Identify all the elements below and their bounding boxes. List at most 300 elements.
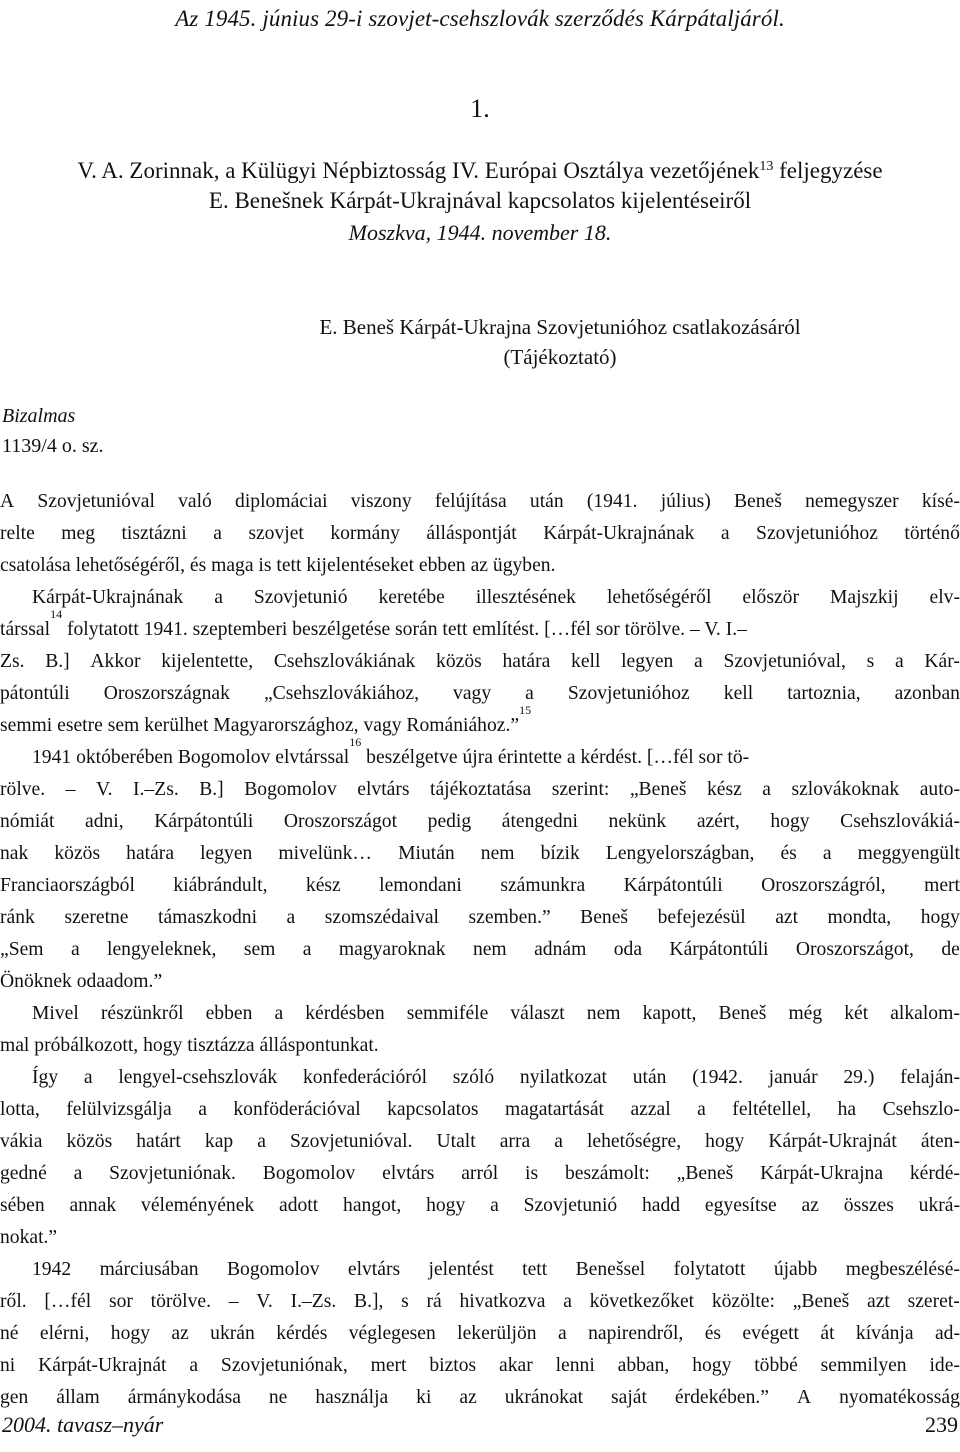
- word: jelentést: [428, 1259, 494, 1280]
- word: Kárpát-Ukrajna: [760, 1163, 884, 1184]
- word: mivelünk…: [278, 843, 373, 864]
- word: január: [768, 1067, 818, 1088]
- word: kell: [723, 683, 754, 704]
- word: elvtárs: [357, 779, 410, 800]
- word: a: [822, 843, 832, 864]
- word: sem: [243, 939, 276, 960]
- word: átengedni: [501, 811, 578, 832]
- word: Bogomolov: [226, 1259, 320, 1280]
- word: határa: [126, 843, 175, 864]
- word: 1942: [32, 1259, 72, 1280]
- word: hogy: [110, 1323, 150, 1344]
- word: Oroszországról,: [761, 875, 886, 896]
- word: folytatott: [673, 1259, 746, 1280]
- word: és: [780, 843, 797, 864]
- title-text: V. A. Zorinnak, a Külügyi Népbiztosság IV. Európai Osztálya vezetőjének: [77, 158, 760, 183]
- word: saját: [611, 1387, 647, 1408]
- word: a: [286, 907, 296, 928]
- word: közölte:: [711, 1291, 775, 1312]
- word: az: [801, 1195, 819, 1216]
- word: mert: [924, 875, 960, 896]
- text-line: [0, 1158, 960, 1190]
- word: ármánykodása: [127, 1387, 241, 1408]
- text-line: [0, 1062, 960, 1094]
- word: Kárpát-Ukrajnának: [543, 523, 695, 544]
- word: de: [941, 939, 960, 960]
- word: diplomáciai: [235, 491, 328, 512]
- word: szerint:: [551, 779, 610, 800]
- word: rá: [426, 1291, 442, 1312]
- word: határt: [136, 1131, 181, 1152]
- word: áten-: [920, 1131, 960, 1152]
- word: legyen: [621, 651, 674, 672]
- word: semmilyen: [820, 1355, 907, 1376]
- word: Szovjetunióval.: [290, 1131, 413, 1152]
- word: szeret-: [907, 1291, 960, 1312]
- word: Lengyelországban,: [605, 843, 755, 864]
- word: Beneš: [733, 491, 782, 512]
- word: I.–Zs.: [290, 1291, 337, 1312]
- word: adnám: [534, 939, 587, 960]
- word: a: [83, 1067, 93, 1088]
- word: feltétellel,: [732, 1099, 812, 1120]
- word: lehetőségéről: [606, 587, 712, 608]
- footnote-ref: 13: [759, 159, 774, 174]
- word: 29.): [843, 1067, 875, 1088]
- footnote-ref: 16: [349, 735, 362, 749]
- word: adott: [279, 1195, 319, 1216]
- word: elvtárs: [347, 1259, 401, 1280]
- text-line: [0, 774, 960, 806]
- word: konföderációval: [233, 1099, 361, 1120]
- word: közös: [66, 1131, 113, 1152]
- word: V.: [95, 779, 113, 800]
- word: először: [742, 587, 799, 608]
- document-number: 1.: [470, 94, 490, 123]
- word: ebben: [205, 1003, 253, 1024]
- text-line: [0, 582, 960, 614]
- word: kap: [204, 1131, 234, 1152]
- word: semmiféle: [406, 1003, 489, 1024]
- word: hadd: [642, 1195, 681, 1216]
- word: azzal: [630, 1099, 671, 1120]
- word: is: [525, 1163, 539, 1184]
- word: keretébe: [378, 587, 445, 608]
- word: a: [274, 1003, 284, 1024]
- word: hogy: [705, 1131, 745, 1152]
- word: szomszédaival: [324, 907, 440, 928]
- word: Oroszországnak: [103, 683, 230, 704]
- word: Kárpát-Ukrajnának: [32, 587, 184, 608]
- word: hogy: [770, 811, 810, 832]
- word: szemben.”: [468, 907, 551, 928]
- word: Majszkij: [829, 587, 899, 608]
- text-line: csatolása lehetőségéről, és maga is tett kijelentéseket ebben az ügyben.: [0, 555, 556, 576]
- text-fragment: társsal: [0, 619, 51, 640]
- word: nem: [586, 1003, 621, 1024]
- word: nak: [0, 843, 29, 864]
- word: át: [820, 1323, 835, 1344]
- word: B.]: [199, 779, 224, 800]
- text-line: [0, 607, 960, 646]
- word: oda: [613, 939, 643, 960]
- word: az: [171, 1323, 189, 1344]
- word: adni,: [85, 811, 124, 832]
- word: Csehszlo-: [882, 1099, 960, 1120]
- word: támaszkodni: [158, 907, 258, 928]
- text-fragment: 1941 októberében Bogomolov elvtárssal: [32, 747, 350, 768]
- word: gen: [0, 1387, 29, 1408]
- word: még: [788, 1003, 823, 1024]
- word: a: [557, 1323, 567, 1344]
- word: kísé-: [921, 491, 960, 512]
- word: viszony: [350, 491, 412, 512]
- word: a: [70, 939, 80, 960]
- word: nyilatkozat: [519, 1067, 607, 1088]
- text-line: [0, 806, 960, 838]
- text-fragment: folytatott 1941. szeptemberi beszélgetése során tett említést. […fél sor törölve. – V. I.–: [66, 619, 747, 640]
- word: Oroszországot: [283, 811, 398, 832]
- word: legyen: [200, 843, 253, 864]
- word: Bogomolov: [262, 1163, 356, 1184]
- word: (1942.: [692, 1067, 743, 1088]
- word: –: [65, 779, 76, 800]
- word: magatartását: [504, 1099, 604, 1120]
- word: arról: [461, 1163, 499, 1184]
- text-line: [0, 703, 960, 742]
- title-text-end: feljegyzése: [779, 158, 883, 183]
- word: ad-: [934, 1323, 960, 1344]
- word: relte: [0, 523, 35, 544]
- word: hogy: [920, 907, 960, 928]
- word: meggyengült: [857, 843, 960, 864]
- word: hogy: [426, 1195, 466, 1216]
- word: a: [214, 587, 223, 608]
- word: Szovjetunióval,: [723, 651, 846, 672]
- word: Bogomolov: [244, 779, 337, 800]
- word: állam: [56, 1387, 100, 1408]
- word: befejezésül: [657, 907, 746, 928]
- word: kormány: [330, 523, 400, 544]
- word: elérni,: [39, 1323, 90, 1344]
- word: illesztésének: [475, 587, 576, 608]
- word: szóló: [452, 1067, 495, 1088]
- word: számunkra: [500, 875, 586, 896]
- word: lotta,: [0, 1099, 40, 1120]
- word: kész: [706, 779, 742, 800]
- word: a: [490, 1195, 499, 1216]
- word: elvtárs: [382, 1163, 435, 1184]
- text-line: [0, 838, 960, 870]
- word: Franciaországból: [0, 875, 135, 896]
- word: […fél: [44, 1291, 92, 1312]
- word: ről.: [0, 1291, 27, 1312]
- word: né: [0, 1323, 19, 1344]
- word: „Beneš: [676, 1163, 734, 1184]
- word: rölve.: [0, 779, 46, 800]
- word: érdekében.”: [674, 1387, 770, 1408]
- word: többé: [754, 1355, 798, 1376]
- word: a: [554, 1131, 563, 1152]
- word: véglegesen: [348, 1323, 436, 1344]
- word: nyomatékosság: [839, 1387, 960, 1408]
- text-line: [0, 1190, 960, 1222]
- word: B.]: [45, 651, 70, 672]
- word: részünkről: [100, 1003, 184, 1024]
- word: tartoznia,: [787, 683, 861, 704]
- word: a: [189, 1355, 199, 1376]
- word: kész: [305, 875, 341, 896]
- word: a: [525, 683, 534, 704]
- word: „Beneš: [792, 1291, 850, 1312]
- word: evégett: [742, 1323, 799, 1344]
- word: A: [796, 1387, 812, 1408]
- word: mert: [370, 1355, 407, 1376]
- word: Kár-: [924, 651, 960, 672]
- text-line: [0, 678, 960, 710]
- word: Mivel: [32, 1003, 79, 1024]
- word: Szovjetunió: [523, 1195, 618, 1216]
- text-fragment: beszélgetve újra érintette a kérdést. […fél sor tö-: [366, 747, 750, 768]
- word: pedig: [427, 811, 472, 832]
- word: Kárpát-Ukrajnát: [768, 1131, 897, 1152]
- word: a: [302, 939, 312, 960]
- text-line: nokat.”: [0, 1227, 58, 1248]
- issue-label: 2004. tavasz–nyár: [2, 1412, 164, 1437]
- word: Kárpátontúli: [154, 811, 254, 832]
- word: után: [529, 491, 564, 512]
- word: Miután: [398, 843, 455, 864]
- word: abban,: [617, 1355, 670, 1376]
- word: lemondani: [379, 875, 462, 896]
- word: kérdésben: [305, 1003, 385, 1024]
- word: felülvizsgálja: [66, 1099, 172, 1120]
- word: után: [632, 1067, 667, 1088]
- page-footer: [2, 1412, 958, 1438]
- word: nemegyszer: [805, 491, 899, 512]
- word: napirendről,: [588, 1323, 684, 1344]
- text-line: [0, 1126, 960, 1158]
- classification: Bizalmas: [2, 405, 76, 427]
- word: „Sem: [0, 939, 44, 960]
- word: azt: [775, 907, 799, 928]
- marginal-note: [2, 401, 103, 461]
- text-line: mal próbálkozott, hogy tisztázza álláspontunkat.: [0, 1035, 379, 1056]
- word: annak: [69, 1195, 117, 1216]
- text-line: [0, 1318, 960, 1350]
- word: a: [894, 651, 904, 672]
- word: közös: [54, 843, 101, 864]
- word: Benešsel: [575, 1259, 646, 1280]
- word: kívánja: [855, 1323, 914, 1344]
- word: Szovjetunióhoz: [567, 683, 690, 704]
- text-line: [0, 934, 960, 966]
- word: kapcsolatos: [387, 1099, 479, 1120]
- word: nómiát: [0, 811, 55, 832]
- word: „Beneš: [629, 779, 687, 800]
- word: kérdés: [276, 1323, 328, 1344]
- subtitle-line-1: E. Beneš Kárpát-Ukrajna Szovjetunióhoz csatlakozásáról: [319, 315, 801, 339]
- word: nekünk: [608, 811, 667, 832]
- word: azt: [867, 1291, 890, 1312]
- word: –: [228, 1291, 239, 1312]
- word: hangot,: [343, 1195, 402, 1216]
- word: „Csehszlovákiához,: [263, 683, 420, 704]
- word: a: [762, 779, 771, 800]
- word: nem: [472, 939, 507, 960]
- word: kijelentette,: [161, 651, 254, 672]
- word: lekerüljön: [457, 1323, 537, 1344]
- word: hogy: [692, 1355, 732, 1376]
- word: ránk: [0, 907, 35, 928]
- word: ide-: [929, 1355, 960, 1376]
- text-line: [0, 646, 960, 678]
- word: Szovjetuniónak.: [109, 1163, 236, 1184]
- word: hivatkozva: [459, 1291, 546, 1312]
- word: történő: [904, 523, 960, 544]
- word: július): [660, 491, 711, 512]
- word: felújítása: [434, 491, 507, 512]
- word: való: [178, 491, 212, 512]
- word: V.: [256, 1291, 273, 1312]
- word: vagy: [453, 683, 492, 704]
- word: ukrá-: [918, 1195, 960, 1216]
- reference-number: 1139/4 o. sz.: [2, 435, 104, 457]
- word: tájékoztatása: [430, 779, 532, 800]
- word: beszámolt:: [564, 1163, 650, 1184]
- word: kiábrándult,: [173, 875, 268, 896]
- text-line: [0, 902, 960, 934]
- word: lenni: [555, 1355, 595, 1376]
- word: Akkor: [90, 651, 141, 672]
- word: magyaroknak: [338, 939, 446, 960]
- word: elv-: [929, 587, 960, 608]
- place-date: Moszkva, 1944. november 18.: [348, 220, 612, 245]
- text-line: [0, 1254, 960, 1286]
- word: tisztázni: [121, 523, 187, 544]
- page-number: 239: [925, 1412, 958, 1437]
- word: ki: [416, 1387, 432, 1408]
- word: választ: [510, 1003, 565, 1024]
- word: A: [0, 491, 15, 512]
- word: Kárpátontúli: [669, 939, 769, 960]
- word: kell: [571, 651, 601, 672]
- word: Csehszlovákiá-: [840, 811, 960, 832]
- word: felaján-: [900, 1067, 960, 1088]
- word: és: [704, 1323, 722, 1344]
- word: lengyel-csehszlovák: [118, 1067, 278, 1088]
- word: két: [844, 1003, 869, 1024]
- word: akar: [499, 1355, 533, 1376]
- document-title: [0, 156, 960, 216]
- word: véleményének: [141, 1195, 255, 1216]
- word: ni: [0, 1355, 16, 1376]
- word: sében: [0, 1195, 45, 1216]
- word: Beneš: [718, 1003, 767, 1024]
- word: ne: [268, 1387, 288, 1408]
- word: Csehszlovákiának: [273, 651, 416, 672]
- word: lengyeleknek,: [107, 939, 217, 960]
- footnote-ref: 14: [50, 607, 63, 621]
- word: (1941.: [586, 491, 638, 512]
- word: használja: [315, 1387, 389, 1408]
- word: Szovjetunióhoz: [756, 523, 878, 544]
- word: Szovjetunió: [253, 587, 348, 608]
- text-line: [0, 1094, 960, 1126]
- word: közös: [436, 651, 482, 672]
- word: gedné: [0, 1163, 47, 1184]
- word: a: [73, 1163, 83, 1184]
- word: B.],: [354, 1291, 384, 1312]
- word: szlovákoknak: [791, 779, 900, 800]
- word: Szovjetunióval: [37, 491, 155, 512]
- word: arra: [499, 1131, 531, 1152]
- body-text: [0, 486, 960, 1414]
- word: nem: [480, 843, 515, 864]
- word: márciusában: [99, 1259, 199, 1280]
- word: az: [459, 1387, 477, 1408]
- word: ukránokat: [504, 1387, 584, 1408]
- word: tett: [522, 1259, 548, 1280]
- word: újabb: [773, 1259, 818, 1280]
- word: meg: [61, 523, 95, 544]
- word: kapott,: [642, 1003, 697, 1024]
- word: azért,: [696, 811, 740, 832]
- word: auto-: [919, 779, 960, 800]
- subtitle-line-2: (Tájékoztató): [503, 345, 617, 369]
- word: konfederációról: [303, 1067, 428, 1088]
- text-line: [0, 870, 960, 902]
- word: megbeszélésé-: [845, 1259, 960, 1280]
- word: mondta,: [827, 907, 892, 928]
- word: Így: [32, 1067, 59, 1088]
- text-line: [0, 486, 960, 518]
- footnote-ref: 15: [519, 703, 532, 717]
- word: pátontúli: [0, 683, 70, 704]
- word: egyesítse: [704, 1195, 777, 1216]
- word: következőket: [589, 1291, 695, 1312]
- word: a: [720, 523, 730, 544]
- word: összes: [843, 1195, 894, 1216]
- text-line: [0, 1350, 960, 1382]
- word: a: [697, 1099, 706, 1120]
- text-line: [0, 518, 960, 550]
- word: azonban: [894, 683, 960, 704]
- word: álláspontját: [426, 523, 517, 544]
- word: a: [198, 1099, 207, 1120]
- running-head: Az 1945. június 29-i szovjet-csehszlovák szerződés Kárpátaljáról.: [175, 6, 785, 31]
- word: Oroszországot,: [795, 939, 914, 960]
- word: I.–Zs.: [133, 779, 179, 800]
- word: a: [563, 1291, 572, 1312]
- word: vákia: [0, 1131, 43, 1152]
- word: ukrán: [210, 1323, 255, 1344]
- word: határa: [502, 651, 551, 672]
- word: s: [401, 1291, 409, 1312]
- word: törölve.: [150, 1291, 212, 1312]
- word: ha: [837, 1099, 857, 1120]
- word: a: [257, 1131, 266, 1152]
- word: Szovjetuniónak,: [220, 1355, 348, 1376]
- word: a: [694, 651, 703, 672]
- word: Kárpát-Ukrajnát: [38, 1355, 167, 1376]
- text-line: [0, 998, 960, 1030]
- word: kérdé-: [909, 1163, 960, 1184]
- word: alkalom-: [890, 1003, 960, 1024]
- word: biztos: [429, 1355, 477, 1376]
- document-title-line-1: [0, 156, 960, 186]
- word: Beneš: [580, 907, 629, 928]
